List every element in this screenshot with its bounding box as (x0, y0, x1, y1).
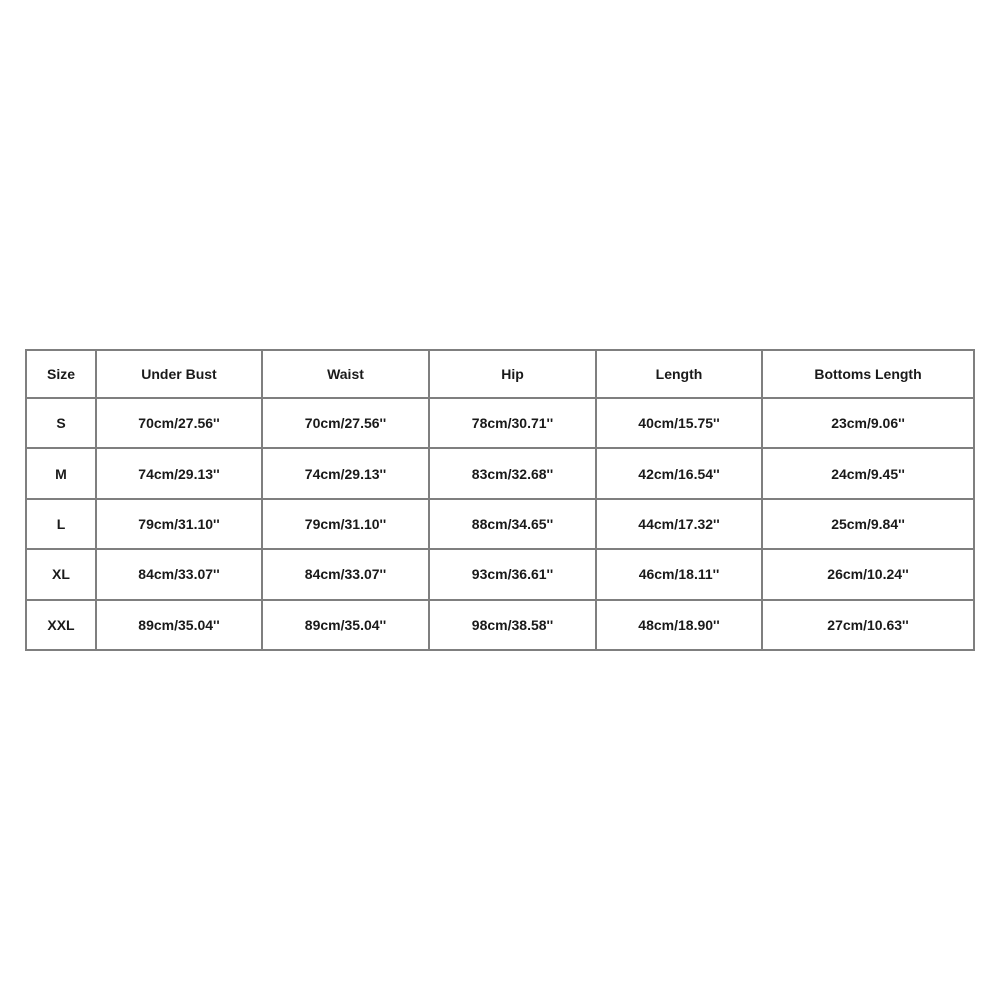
table-row (27, 550, 975, 600)
cell-waist: 74cm/29.13'' (263, 449, 430, 499)
cell-under-bust: 79cm/31.10'' (97, 500, 263, 550)
cell-under-bust: 70cm/27.56'' (97, 399, 263, 449)
cell-hip: 88cm/34.65'' (430, 500, 597, 550)
cell-bottoms-length: 25cm/9.84'' (763, 500, 975, 550)
header-hip: Hip (430, 351, 597, 399)
cell-size: L (27, 500, 97, 550)
cell-size: M (27, 449, 97, 499)
cell-size: XXL (27, 601, 97, 651)
header-bottoms-length: Bottoms Length (763, 351, 975, 399)
table-row (27, 449, 975, 499)
cell-waist: 79cm/31.10'' (263, 500, 430, 550)
cell-bottoms-length: 27cm/10.63'' (763, 601, 975, 651)
header-waist: Waist (263, 351, 430, 399)
cell-hip: 93cm/36.61'' (430, 550, 597, 600)
cell-waist: 89cm/35.04'' (263, 601, 430, 651)
cell-hip: 78cm/30.71'' (430, 399, 597, 449)
cell-under-bust: 89cm/35.04'' (97, 601, 263, 651)
cell-bottoms-length: 23cm/9.06'' (763, 399, 975, 449)
cell-length: 48cm/18.90'' (597, 601, 763, 651)
cell-bottoms-length: 26cm/10.24'' (763, 550, 975, 600)
size-chart-table (25, 349, 975, 651)
table-header-row (27, 351, 975, 399)
header-length: Length (597, 351, 763, 399)
header-size: Size (27, 351, 97, 399)
table-row (27, 500, 975, 550)
cell-length: 40cm/15.75'' (597, 399, 763, 449)
table-row (27, 399, 975, 449)
cell-length: 42cm/16.54'' (597, 449, 763, 499)
cell-length: 46cm/18.11'' (597, 550, 763, 600)
cell-size: S (27, 399, 97, 449)
cell-under-bust: 84cm/33.07'' (97, 550, 263, 600)
table-row (27, 601, 975, 651)
cell-under-bust: 74cm/29.13'' (97, 449, 263, 499)
cell-hip: 83cm/32.68'' (430, 449, 597, 499)
cell-length: 44cm/17.32'' (597, 500, 763, 550)
cell-bottoms-length: 24cm/9.45'' (763, 449, 975, 499)
cell-waist: 70cm/27.56'' (263, 399, 430, 449)
header-under-bust: Under Bust (97, 351, 263, 399)
cell-hip: 98cm/38.58'' (430, 601, 597, 651)
cell-waist: 84cm/33.07'' (263, 550, 430, 600)
cell-size: XL (27, 550, 97, 600)
